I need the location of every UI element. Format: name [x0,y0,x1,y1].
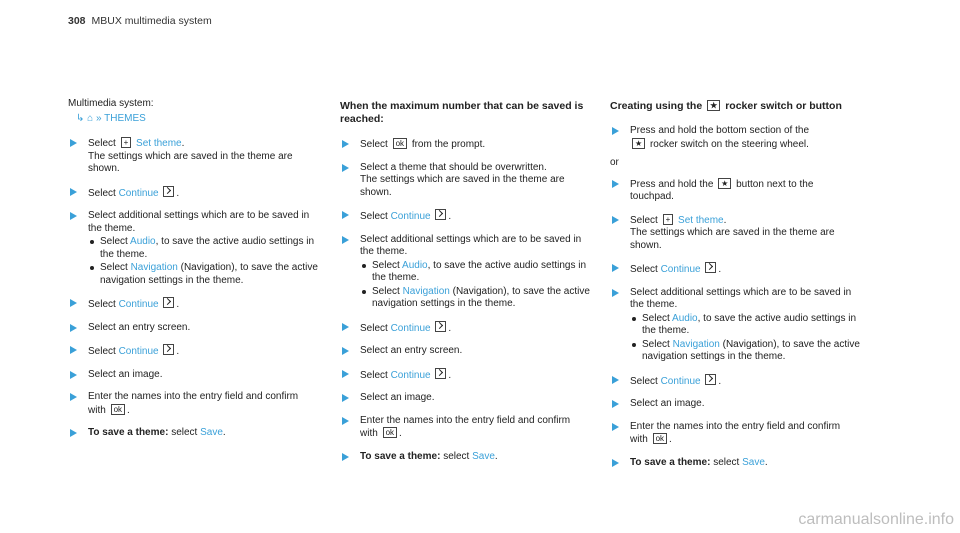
chevron-right-icon [705,374,716,385]
list-item: Select Audio, to save the active audio settings in the theme. [360,260,590,285]
link-continue: Continue [390,369,431,381]
step-arrow-icon [342,417,349,425]
step-arrow-icon [342,370,349,378]
step-arrow-icon [612,127,619,135]
chevron-right-icon [163,186,174,197]
link-continue: Continue [118,299,159,310]
link-audio: Audio [672,312,698,324]
link-set-theme: Set theme [136,138,182,149]
link-continue: Continue [390,211,431,222]
step-arrow-icon [612,180,619,188]
step-arrow-icon [70,299,77,307]
link-save: Save [742,456,765,468]
list-item: Select Audio, to save the active audio settings in the theme. [88,236,318,261]
column-3 [610,100,860,479]
list-item: Select Navigation (Navigation), to save the active navigation settings in the theme. [630,339,860,364]
step: Select ok from the prompt. [340,138,590,152]
link-save: Save [200,427,223,438]
path-themes: THEMES [104,112,146,124]
section-heading: When the maximum number that can be saved is reached: [340,100,584,125]
step-arrow-icon [70,324,77,332]
step-arrow-icon [342,347,349,355]
step: Select an image. [610,398,860,411]
step: Select + Set theme. The settings which are saved in the theme are shown. [68,137,318,176]
step: To save a theme: select Save. [340,451,590,464]
link-navigation: Navigation [402,285,450,297]
menu-path [68,98,318,125]
ok-icon: ok [653,433,667,444]
step-arrow-icon [70,139,77,147]
step: To save a theme: select Save. [68,427,318,440]
step: To save a theme: select Save. [610,457,860,470]
bullet-icon [632,343,636,347]
step: Select an entry screen. [68,322,318,335]
bullet-icon [632,317,636,321]
page-title: MBUX multimedia system [91,15,212,27]
step: Select additional settings which are to be saved in the theme. Select Audio, to save the active audio settings in the theme. Select Navigation (Navigation), to save the active navigation settings in the theme. [68,210,318,287]
step-arrow-icon [342,323,349,331]
step-arrow-icon [342,164,349,172]
chevron-right-icon [705,262,716,273]
step-arrow-icon [342,236,349,244]
link-continue: Continue [118,346,159,357]
step: Select Continue . [68,297,318,312]
step-arrow-icon [612,289,619,297]
step: Select Continue . [340,209,590,224]
column-1 [68,98,318,450]
step-arrow-icon [612,216,619,224]
step-arrow-icon [612,459,619,467]
ok-icon: ok [393,138,407,149]
link-continue: Continue [660,264,701,275]
step-arrow-icon [70,188,77,196]
step-arrow-icon [70,429,77,437]
column-2 [340,100,590,473]
list-item: Select Audio, to save the active audio settings in the theme. [630,313,860,338]
path-arrow-icon: ↳ [76,112,85,124]
watermark: carmanualsonline.info [798,511,954,528]
bullet-icon [362,264,366,268]
step-arrow-icon [612,423,619,431]
bullet-icon [90,240,94,244]
step-arrow-icon [342,394,349,402]
page-header [68,15,212,27]
page-number: 308 [68,15,86,27]
step: Select Continue . [610,262,860,277]
step: Select + Set theme. The settings which are saved in the theme are shown. [610,214,860,253]
link-navigation: Navigation [672,338,720,350]
list-item: Select Navigation (Navigation), to save the active navigation settings in the theme. [360,286,590,311]
link-continue: Continue [390,322,431,334]
step: Select an entry screen. [340,345,590,358]
step: Enter the names into the entry field and confirm with ok . [340,415,590,441]
step-arrow-icon [342,453,349,461]
star-icon: ★ [632,138,645,149]
step-arrow-icon [342,211,349,219]
step-arrow-icon [612,400,619,408]
step: Enter the names into the entry field and confirm with ok . [68,391,318,417]
chevron-right-icon [435,209,446,220]
step: Press and hold the ★ button next to the touchpad. [610,178,860,204]
link-continue: Continue [118,187,159,199]
plus-icon: + [121,137,132,148]
step: Select additional settings which are to be saved in the theme. Select Audio, to save the active audio settings in the theme. Select Navigation (Navigation), to save the active navigation settings in the theme. [340,234,590,311]
step: Select Continue . [340,321,590,336]
path-label: Multimedia system: [68,98,154,109]
chevron-right-icon [163,344,174,355]
or-text: or [610,157,619,168]
chevron-right-icon [435,368,446,379]
step: Select Continue . [68,186,318,201]
link-navigation: Navigation [130,262,178,273]
link-set-theme: Set theme [678,214,724,226]
ok-icon: ok [383,427,397,438]
step-arrow-icon [70,212,77,220]
step-arrow-icon [70,393,77,401]
link-save: Save [472,450,495,462]
step: Press and hold the bottom section of the ★ rocker switch on the steering wheel. [610,125,860,151]
step: Select Continue . [610,374,860,389]
chevron-right-icon [163,297,174,308]
star-icon: ★ [707,100,720,111]
home-icon: ⌂ [87,112,94,124]
star-icon: ★ [718,178,731,189]
bullet-icon [90,266,94,270]
step-arrow-icon [612,264,619,272]
link-audio: Audio [402,259,428,271]
step: Select Continue . [340,368,590,383]
step-arrow-icon [70,371,77,379]
step-arrow-icon [612,376,619,384]
chevron-right-icon [435,321,446,332]
step-arrow-icon [70,346,77,354]
link-audio: Audio [130,236,156,247]
double-chevron-icon: » [96,112,102,124]
step: Enter the names into the entry field and confirm with ok . [610,421,860,447]
step-arrow-icon [342,140,349,148]
step: Select additional settings which are to be saved in the theme. Select Audio, to save the active audio settings in the theme. Select Navigation (Navigation), to save the active navigation settings in the theme. [610,287,860,364]
step: Select an image. [340,392,590,405]
section-heading: Creating using the ★ rocker switch or button [610,100,842,112]
list-item: Select Navigation (Navigation), to save the active navigation settings in the theme. [88,262,318,287]
plus-icon: + [663,214,674,225]
bullet-icon [362,290,366,294]
step: Select Continue . [68,344,318,359]
ok-icon: ok [111,404,125,415]
step: Select an image. [68,369,318,382]
link-continue: Continue [660,375,701,387]
step: Select a theme that should be overwritten. The settings which are saved in the theme are shown. [340,162,590,200]
